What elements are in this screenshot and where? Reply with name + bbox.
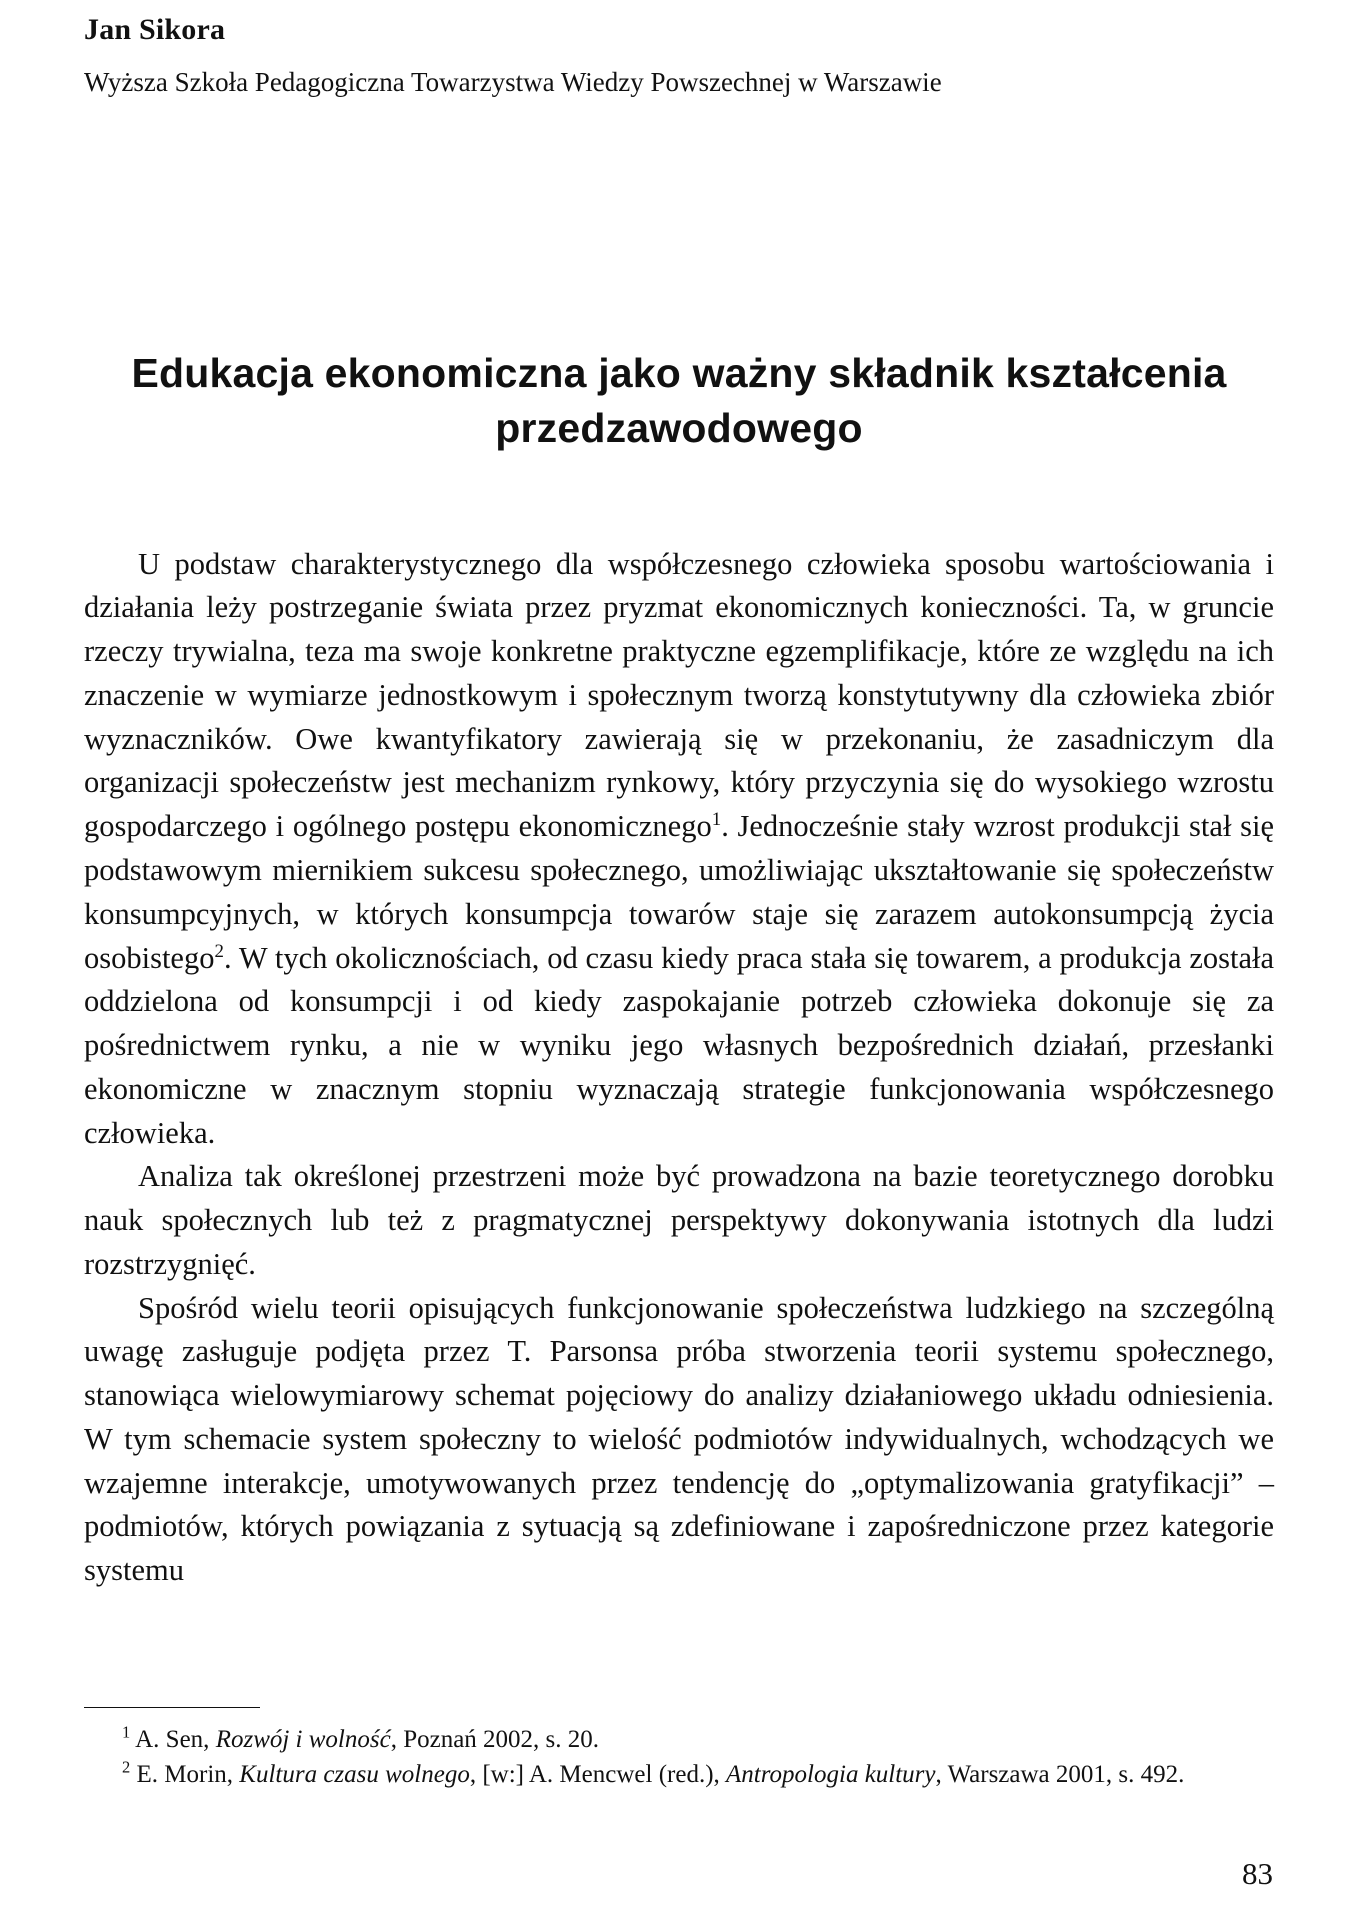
footnote-separator [84, 1707, 260, 1708]
paragraph-1-part-3: . W tych okolicznościach, od czasu kiedy praca stała się towarem, a produkcja została oddzielona od konsumpcji i od kiedy zaspokajanie potrzeb człowieka dokonuje się za pośrednictwem rynku, a nie w wyniku jego własnych bezpośrednich działań, przesłanki ekonomiczne w znacznym stopniu wyznaczają strategie funkcjonowania współczesnego człowieka. [84, 940, 1274, 1150]
article-body [84, 543, 1274, 1593]
footnote-2-pre: E. Morin, [130, 1761, 240, 1788]
paragraph-1-part-1: U podstaw charakterystycznego dla współczesnego człowieka sposobu wartościowania i działania leży postrzeganie świata przez pryzmat ekonomicznych konieczności. Ta, w gruncie rzeczy trywialna, teza ma swoje konkretne praktyczne egzemplifikacje, które ze względu na ich znaczenie w wymiarze jednostkowym i społecznym tworzą konstytutywny dla człowieka zbiór wyznaczników. Owe kwantyfikatory zawierają się w przekonaniu, że zasadniczym dla organizacji społeczeństw jest mechanizm rynkowy, który przyczynia się do wysokiego wzrostu gospodarczego i ogólnego postępu ekonomicznego [84, 546, 1274, 844]
footnote-2 [84, 1757, 1274, 1792]
paragraph-1-part-2: . Jednocześnie stały wzrost produkcji stał się podstawowym miernikiem sukcesu społecznego, umożliwiając ukształtowanie się społeczeństw konsumpcyjnych, w których konsumpcja towarów staje się zarazem autokonsumpcją życia osobistego [84, 809, 1275, 975]
paragraph-3: Spośród wielu teorii opisujących funkcjonowanie społeczeństwa ludzkiego na szczególną uwagę zasługuje podjęta przez T. Parsonsa próba stworzenia teorii systemu społecznego, stanowiąca wielowymiarowy schemat pojęciowy do analizy działaniowego układu odniesienia. W tym schemacie system społeczny to wielość podmiotów indywidualnych, wchodzących we wzajemne interakcje, umotywowanych przez tendencję do „optymalizowania gratyfikacji” – podmiotów, których powiązania z sytuacją są zdefiniowane i zapośredniczone przez kategorie systemu [84, 1290, 1274, 1588]
footnotes-block [84, 1722, 1274, 1792]
footnote-1 [84, 1722, 1274, 1757]
footnote-2-title-2: Antropologia kultury [726, 1761, 936, 1788]
author-affiliation: Wyższa Szkoła Pedagogiczna Towarzystwa Wiedzy Powszechnej w Warszawie [84, 67, 942, 97]
footnote-1-number: 1 [122, 1722, 131, 1742]
footnote-1-post: , Poznań 2002, s. 20. [390, 1726, 600, 1753]
footnote-2-title: Kultura czasu wolnego [239, 1761, 470, 1788]
footnote-2-number: 2 [122, 1757, 131, 1777]
page-content [84, 0, 1274, 1593]
footnote-1-title: Rozwój i wolność [215, 1726, 391, 1753]
page-number: 83 [1242, 1856, 1273, 1891]
footnote-2-post: , Warszawa 2001, s. 492. [935, 1761, 1185, 1788]
paragraph-1 [84, 543, 1274, 1156]
footnote-marker-1[interactable]: 1 [711, 809, 722, 831]
footnote-2-mid: , [w:] A. Mencwel (red.), [469, 1761, 727, 1788]
paragraph-2: Analiza tak określonej przestrzeni może być prowadzona na bazie teoretycznego dorobku nauk społecznych lub też z pragmatycznej perspektywy dokonywania istotnych dla ludzi rozstrzygnięć. [84, 1159, 1274, 1281]
footnote-marker-2[interactable]: 2 [214, 940, 224, 962]
author-name: Jan Sikora [84, 13, 226, 46]
page-title: Edukacja ekonomiczna jako ważny składnik kształcenia przedzawodowego [131, 350, 1227, 451]
footnote-1-pre: A. Sen, [130, 1726, 216, 1753]
